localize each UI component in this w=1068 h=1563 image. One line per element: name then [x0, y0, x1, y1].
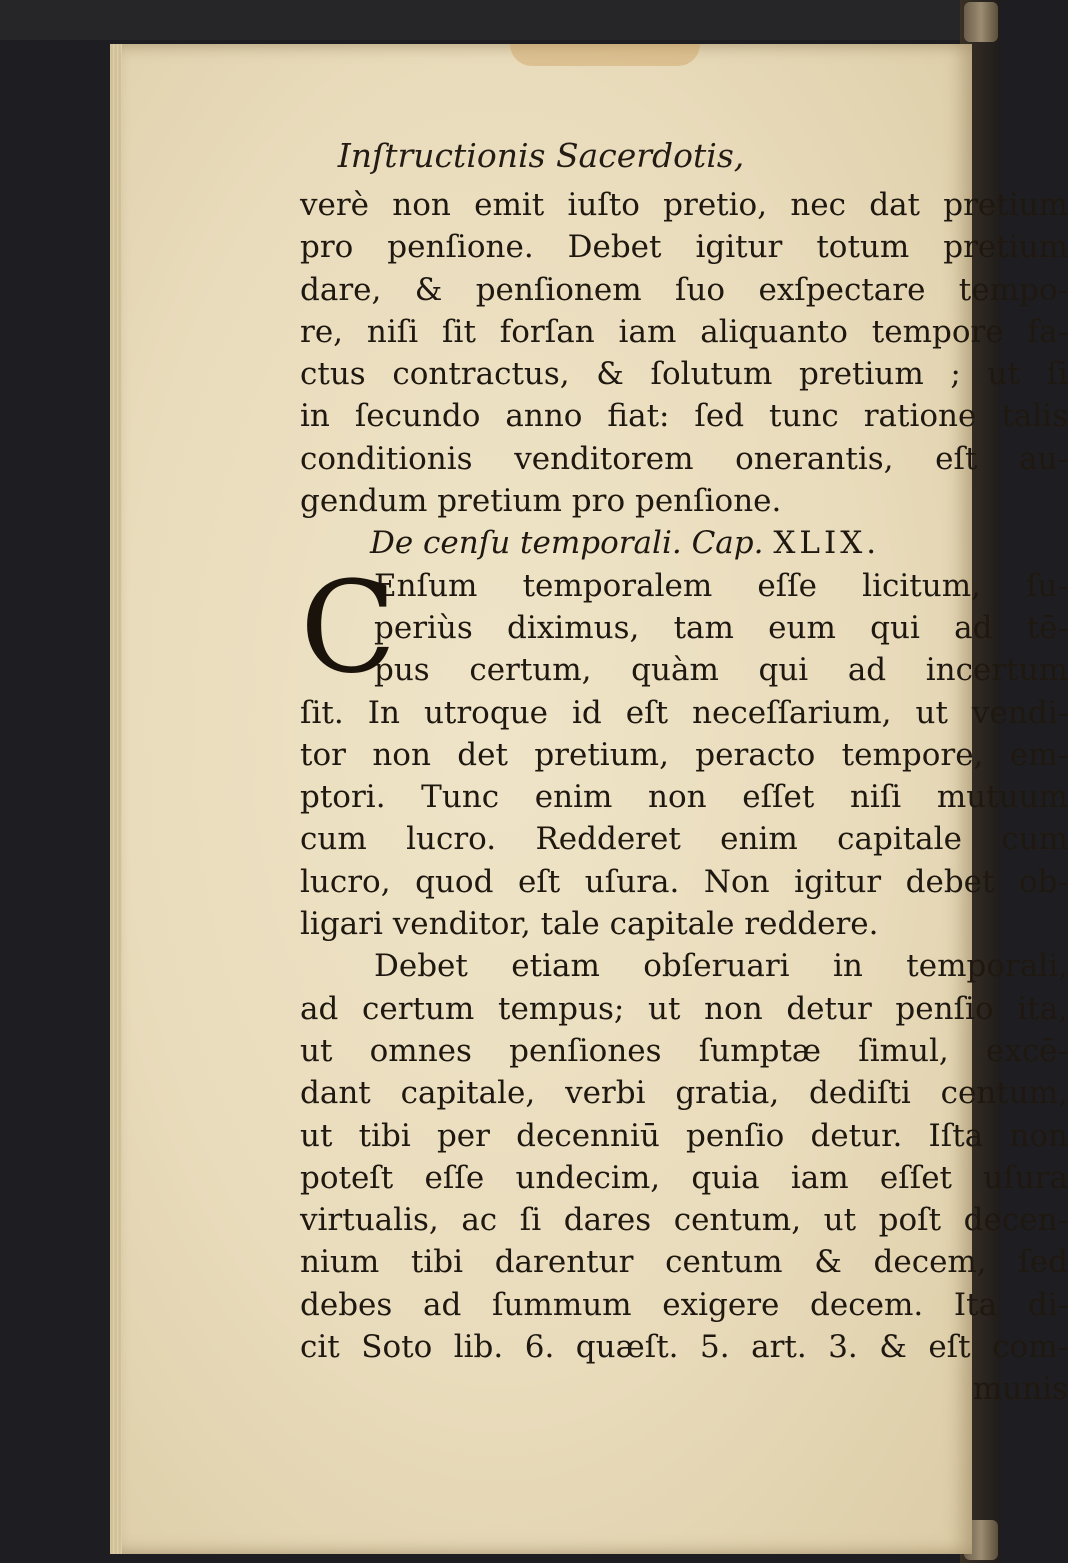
- clasp-top: [964, 2, 998, 42]
- text-line: re, niſi ſit forſan iam aliquanto tempore fa-: [300, 313, 1068, 350]
- text-line: ctus contractus, & ſolutum pretium ; ut ſi: [300, 356, 1068, 393]
- water-stain: [510, 44, 700, 66]
- text-line: poteſt eſſe undecim, quia iam eſſet uſura: [300, 1159, 1068, 1196]
- text-line: Enſum temporalem eſſe licitum, ſu-: [374, 567, 1068, 604]
- text-line: verè non emit iuſto pretio, nec dat pretium: [300, 187, 1068, 223]
- chapter-number: XLIX.: [773, 525, 881, 562]
- text-line: virtualis, ac ſi dares centum, ut poſt decen-: [300, 1202, 1068, 1239]
- text-line: dare, & penſionem ſuo exſpectare tempo-: [300, 271, 1068, 308]
- text-line: gendum pretium pro penſione.: [300, 483, 782, 520]
- text-line: in ſecundo anno fiat: ſed tunc ratione talis: [300, 398, 1068, 435]
- chapter-title: De cenſu temporali. Cap.: [370, 525, 764, 562]
- book-page: [110, 44, 1068, 1554]
- drop-cap-block: [300, 553, 1068, 701]
- text-line: debes ad ſummum exigere decem. Ita di-: [300, 1286, 1068, 1323]
- text-line: ad certum tempus; ut non detur penſio ita,: [300, 990, 1068, 1027]
- chapter-heading: [300, 522, 1068, 564]
- backdrop-top: [0, 0, 1000, 40]
- text-line: cum lucro. Redderet enim capitale cum: [300, 821, 1068, 858]
- text-line: ut tibi per decenniū penſio detur. Iſta non: [300, 1117, 1068, 1154]
- text-line: ptori. Tunc enim non eſſet niſi mutuum: [300, 779, 1068, 816]
- drop-cap: C: [300, 553, 397, 701]
- text-line: conditionis venditorem onerantis, eſt au-: [300, 440, 1068, 477]
- text-line: periùs diximus, tam eum qui ad tē-: [374, 609, 1068, 646]
- text-line: Debet etiam obſeruari in temporali,: [374, 948, 1068, 985]
- text-line: pus certum, quàm qui ad incertum: [374, 652, 1068, 689]
- text-line: ſit. In utroque id eſt neceſſarium, ut vendi-: [300, 694, 1068, 731]
- text-line: ligari venditor, tale capitale reddere.: [300, 906, 879, 943]
- running-title: Inſtructionis Sacerdotis,: [337, 136, 745, 175]
- text-line: dant capitale, verbi gratia, dediſti centum,: [300, 1075, 1068, 1112]
- body-text: [300, 184, 1068, 1411]
- page-edge: [110, 44, 122, 1554]
- text-line: tor non det pretium, peracto tempore, em-: [300, 736, 1068, 773]
- text-line: lucro, quod eſt uſura. Non igitur debet ob-: [300, 863, 1068, 900]
- text-line: ut omnes penſiones ſumptæ ſimul, excē-: [300, 1032, 1068, 1069]
- text-line: pro penſione. Debet igitur totum pretium: [300, 229, 1068, 266]
- text-line: nium tibi darentur centum & decem, ſed: [300, 1244, 1068, 1281]
- catchword: munis: [972, 1371, 1068, 1408]
- text-line: cit Soto lib. 6. quæſt. 5. art. 3. & eſt com-: [300, 1329, 1068, 1366]
